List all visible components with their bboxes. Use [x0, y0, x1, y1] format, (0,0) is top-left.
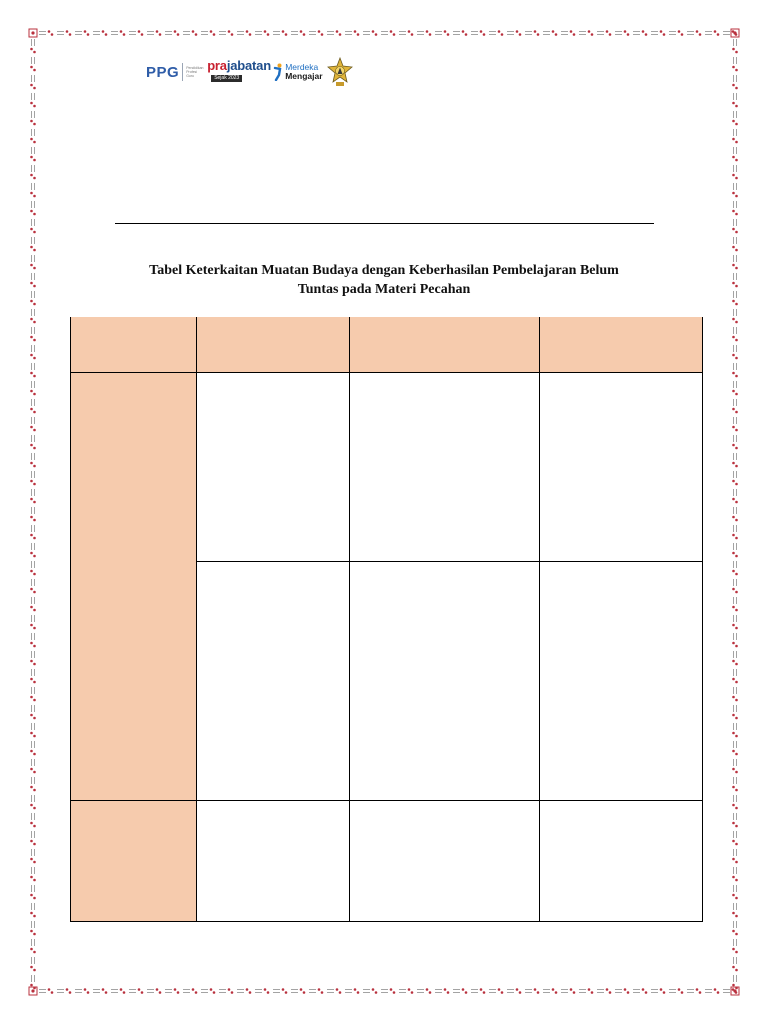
- table-row-label-cell: [71, 372, 197, 800]
- table-row-label-cell: [71, 800, 197, 921]
- culture-matrix-table: [70, 317, 703, 922]
- logo-divider: [182, 63, 183, 81]
- ppg-logo: PPG: [146, 63, 180, 81]
- table-cell: [540, 372, 703, 561]
- logo-bar: [146, 56, 353, 88]
- table-cell: [197, 561, 350, 800]
- table-cell: [540, 561, 703, 800]
- table-header-cell: [540, 317, 703, 372]
- university-seal-icon: [327, 57, 353, 87]
- table-cell: [540, 800, 703, 921]
- table-header-row: [71, 317, 703, 372]
- table-row: [71, 372, 703, 561]
- table-cell: [197, 372, 350, 561]
- table-header-cell: [197, 317, 350, 372]
- document-title: Tabel Keterkaitan Muatan Budaya dengan Keberhasilan Pembelajaran Belum Tuntas pada Materi Pecahan: [149, 263, 619, 297]
- ppg-logo-note: Pendidikan Profesi Guru: [186, 66, 204, 78]
- table-header-cell: [71, 317, 197, 372]
- merdeka-mengajar-logo: Merdeka Mengajar: [273, 63, 322, 81]
- prajabatan-wordmark: prajabatan: [207, 58, 271, 73]
- separator-line: [115, 223, 654, 224]
- prajabatan-logo: [207, 58, 271, 86]
- table-cell: [350, 372, 540, 561]
- table-cell: [197, 800, 350, 921]
- table-cell: [350, 800, 540, 921]
- table-row: [71, 800, 703, 921]
- table-cell: [350, 561, 540, 800]
- table-header-cell: [350, 317, 540, 372]
- merdeka-figure-icon: [273, 63, 283, 81]
- prajabatan-tag: Sejak 2023: [211, 75, 242, 82]
